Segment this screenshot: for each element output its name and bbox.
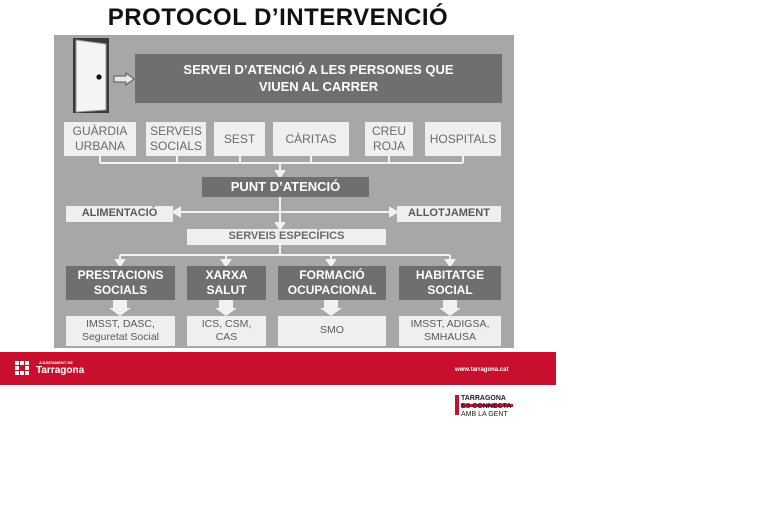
category-line: SOCIALS [93, 283, 148, 297]
header-line1: SERVEI D’ATENCIÓ A LES PERSONES QUE [183, 62, 454, 78]
city-name: Tarragona [36, 365, 85, 376]
slogan-bar-icon [455, 395, 459, 415]
service-line: SOCIALS [149, 139, 203, 153]
slogan-line: AMB LA GENT [461, 411, 508, 418]
detail-prestacions [66, 316, 175, 346]
detail-line: SMHAUSA [424, 331, 476, 343]
service-caritas [273, 122, 349, 156]
slogan [461, 395, 511, 419]
detail-line: CAS [215, 331, 238, 343]
detail-line: SMO [320, 324, 344, 337]
slogan-line: ES CONNECTA [461, 403, 512, 410]
service-hospitals [425, 122, 501, 156]
service-sest [214, 122, 265, 156]
category-line: XARXA [205, 268, 248, 282]
website-link[interactable]: www.tarragona.cat [455, 367, 509, 373]
punt-atencio-box: PUNT D’ATENCIÓ [202, 177, 369, 197]
detail-habitatge [399, 316, 501, 346]
detail-line: IMSST, DASC, [86, 317, 155, 330]
category-habitatge-social [399, 266, 501, 300]
detail-line: Seguretat Social [81, 331, 160, 343]
detail-formacio [278, 316, 386, 346]
category-line: FORMACIÓ [299, 268, 365, 282]
detail-salut [187, 316, 266, 346]
service-creu-roja [365, 122, 413, 156]
category-line: OCUPACIONAL [287, 283, 377, 297]
category-line: PRESTACIONS [77, 268, 164, 282]
serveis-especifics-box: SERVEIS ESPECÍFICS [187, 229, 386, 245]
service-line: CÀRITAS [285, 131, 337, 146]
detail-line: ICS, CSM, [201, 317, 252, 330]
service-line: HOSPITALS [429, 131, 497, 146]
category-xarxa-salut [187, 266, 266, 300]
service-guardia-urbana [64, 122, 136, 156]
header-line2: VIUEN AL CARRER [258, 78, 379, 94]
service-line: CREU [371, 124, 406, 138]
category-line: SALUT [206, 283, 247, 297]
tarragona-logo-icon [13, 359, 31, 377]
alimentacio-box: ALIMENTACIÓ [66, 206, 173, 222]
category-line: HABITATGE [415, 268, 485, 282]
detail-line: IMSST, ADIGSA, [410, 317, 490, 330]
service-line: URBANA [74, 139, 125, 153]
service-line: ROJA [372, 139, 405, 153]
ajuntament-label: AJUNTAMENT DE [39, 360, 73, 365]
category-line: SOCIAL [427, 283, 473, 297]
allotjament-box: ALLOTJAMENT [397, 206, 501, 222]
service-line: GUÀRDIA [72, 124, 128, 138]
service-line: SERVEIS [150, 124, 202, 138]
category-formacio-ocupacional [278, 266, 386, 300]
page-title: PROTOCOL D’INTERVENCIÓ [107, 4, 449, 31]
slogan-line: TARRAGONA [461, 395, 506, 402]
category-prestacions-socials [66, 266, 175, 300]
service-serveis-socials [146, 122, 206, 156]
service-line: SEST [223, 131, 256, 146]
